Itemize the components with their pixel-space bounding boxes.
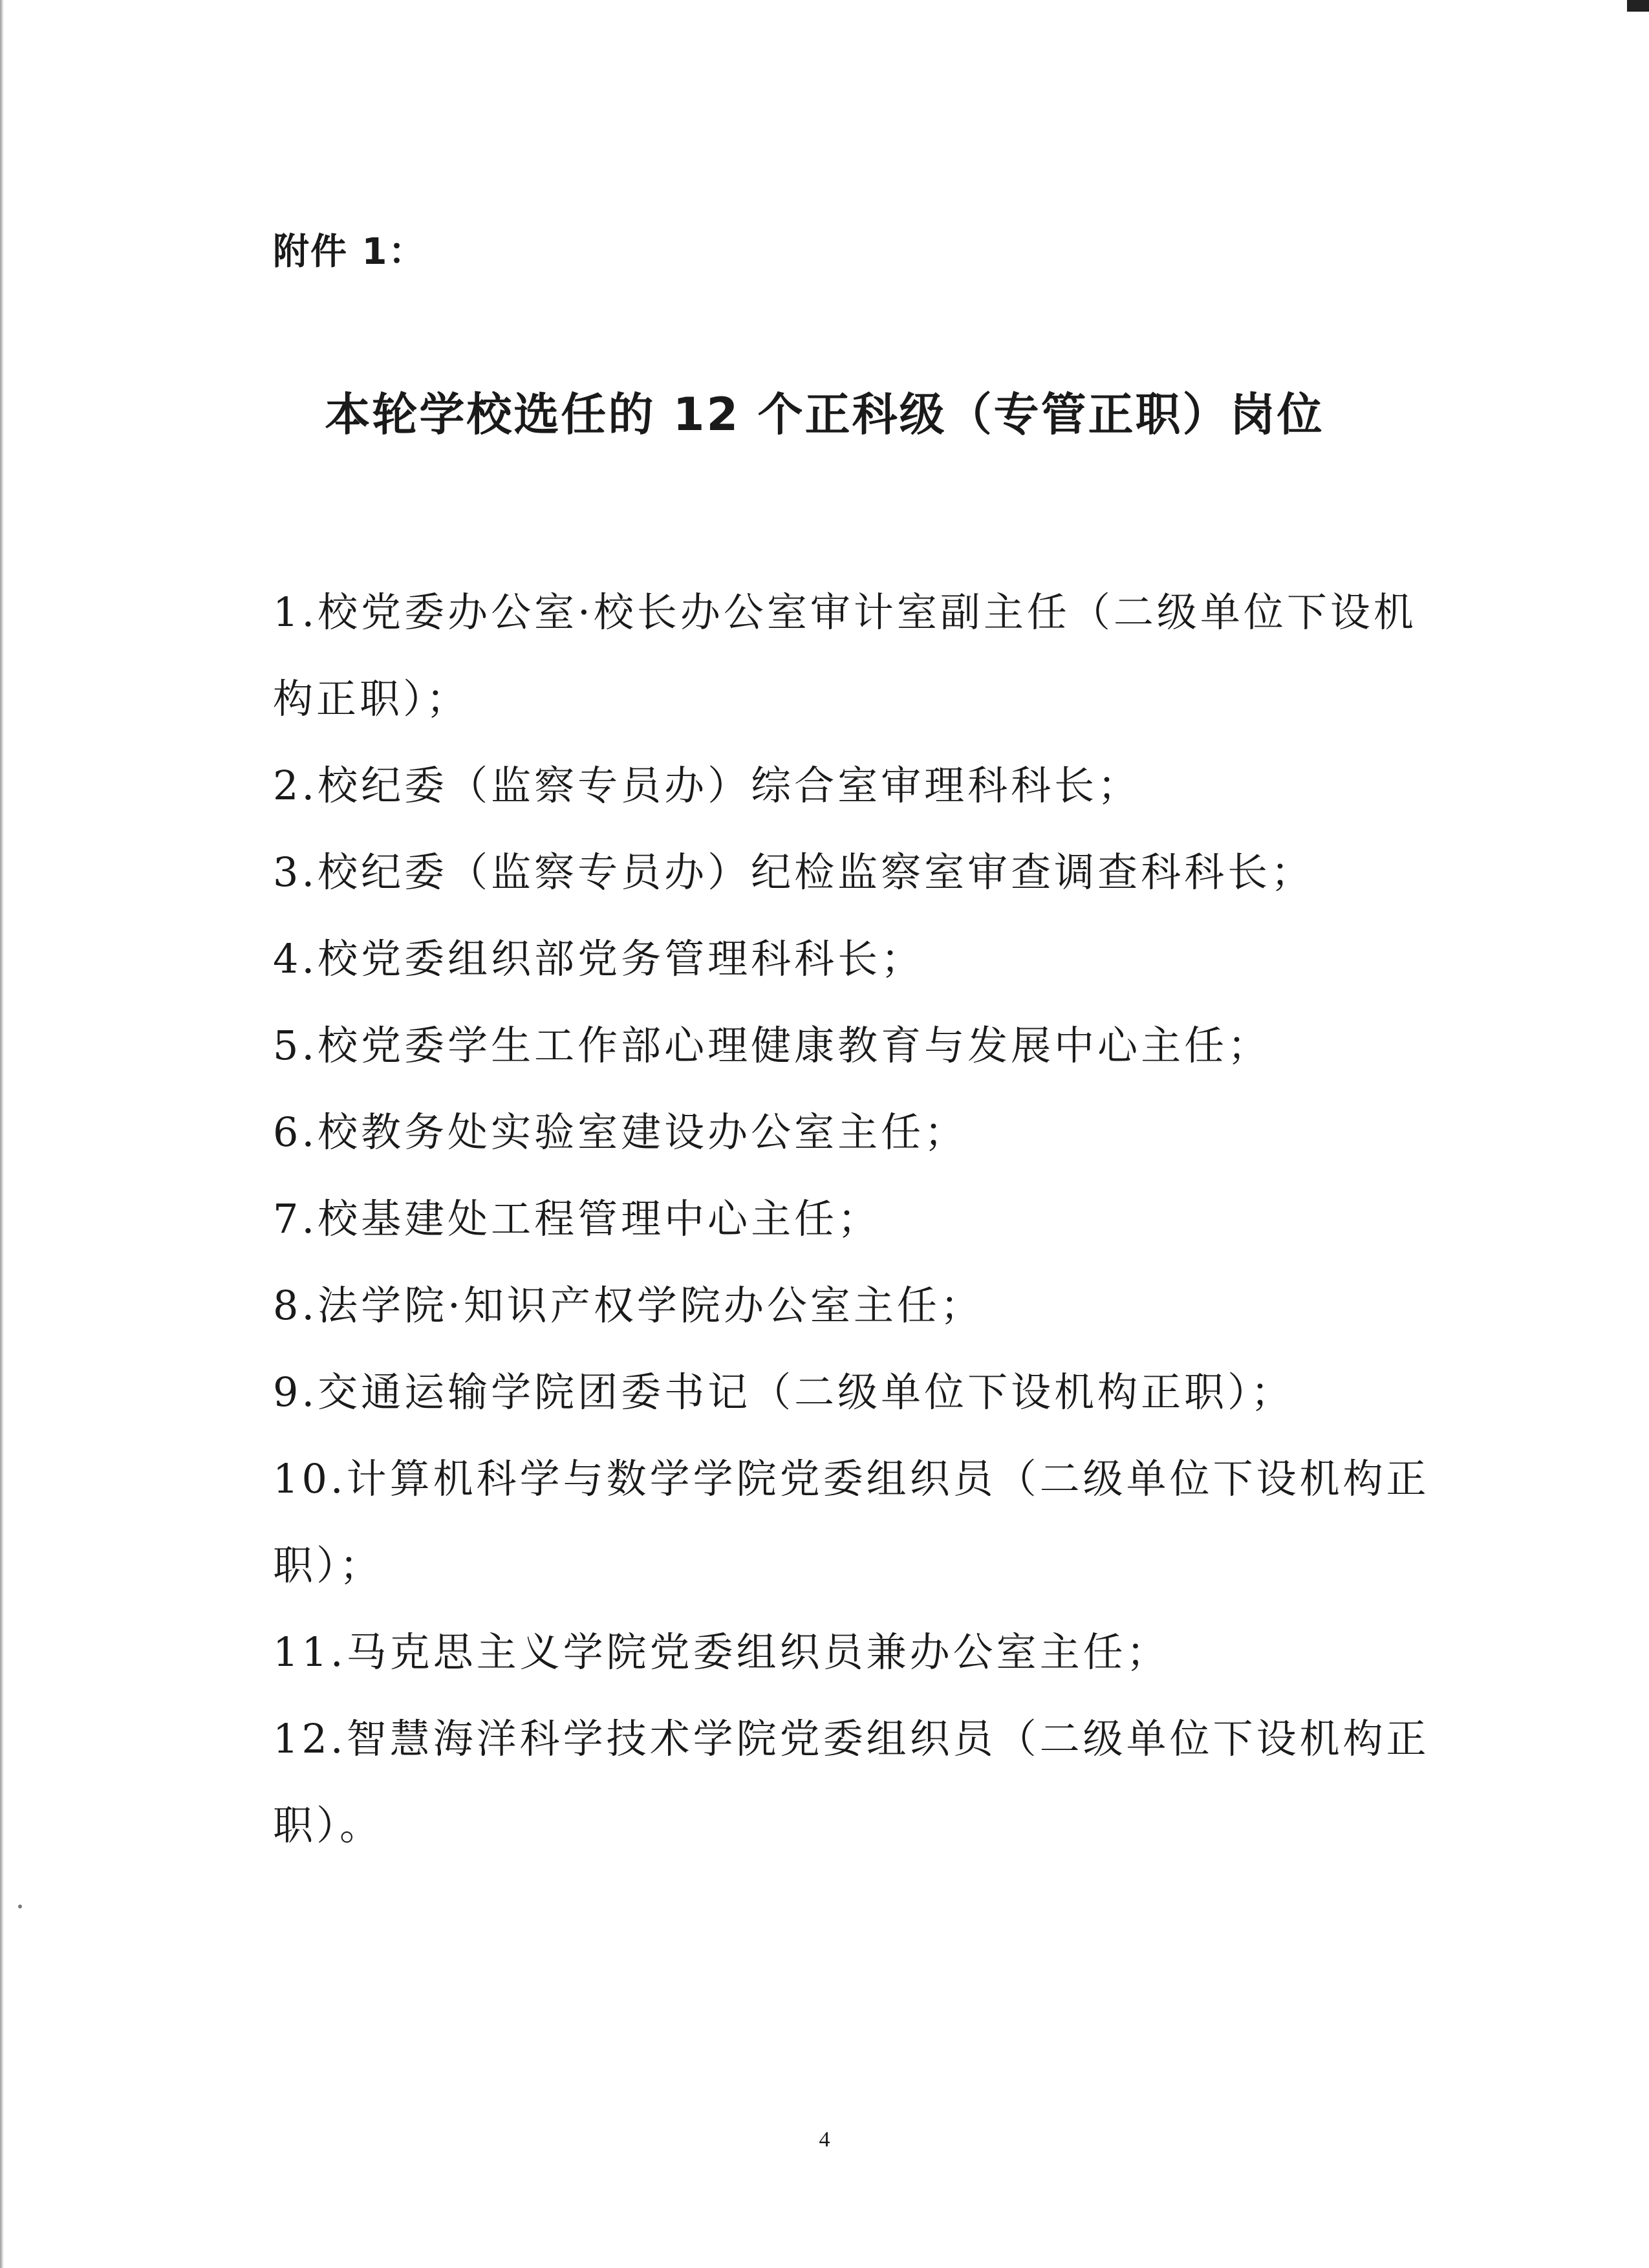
position-item-12 — [273, 1696, 1430, 1869]
position-text: 4.校党委组织部党务管理科科长； — [273, 935, 925, 982]
position-text: 6.校教务处实验室建设办公室主任； — [273, 1108, 968, 1156]
position-item-2 — [273, 742, 1411, 829]
position-item-4 — [273, 916, 1411, 1002]
position-text: 1.校党委办公室·校长办公室审计室副主任（二级单位下设机 — [273, 589, 1417, 636]
scan-corner-mark — [1627, 0, 1649, 12]
position-text-continued: 构正职）； — [273, 675, 470, 722]
position-item-1 — [273, 569, 1417, 742]
position-text-continued: 职）。 — [273, 1802, 383, 1849]
attachment-label: 附件 1： — [273, 231, 426, 273]
position-text: 8.法学院·知识产权学院办公室主任； — [273, 1282, 984, 1329]
position-item-11 — [273, 1609, 1411, 1696]
position-text-continued: 职）； — [273, 1542, 383, 1589]
position-item-6 — [273, 1089, 1411, 1176]
position-item-5 — [273, 1002, 1411, 1089]
position-text: 11.马克思主义学院党委组织员兼办公室主任； — [273, 1628, 1170, 1676]
position-text: 7.校基建处工程管理中心主任； — [273, 1195, 881, 1242]
position-item-8 — [273, 1262, 1411, 1349]
position-text: 12.智慧海洋科学技术学院党委组织员（二级单位下设机构正 — [273, 1715, 1430, 1762]
position-text: 10.计算机科学与数学学院党委组织员（二级单位下设机构正 — [273, 1455, 1430, 1502]
position-item-3 — [273, 829, 1411, 916]
document-title: 本轮学校选任的 12 个正科级（专管正职）岗位 — [325, 388, 1324, 441]
position-text: 2.校纪委（监察专员办）综合室审理科科长； — [273, 762, 1141, 809]
position-text: 9.交通运输学院团委书记（二级单位下设机构正职）； — [273, 1368, 1295, 1416]
scan-edge-shadow — [0, 0, 4, 2268]
position-text: 5.校党委学生工作部心理健康教育与发展中心主任； — [273, 1022, 1271, 1069]
page-number: 4 — [819, 2128, 830, 2152]
position-item-9 — [273, 1349, 1411, 1436]
position-text: 3.校纪委（监察专员办）纪检监察室审查调查科科长； — [273, 848, 1315, 896]
scan-speck — [18, 1905, 22, 1908]
position-item-7 — [273, 1176, 1411, 1262]
position-item-10 — [273, 1436, 1430, 1609]
position-list — [273, 569, 1430, 1869]
